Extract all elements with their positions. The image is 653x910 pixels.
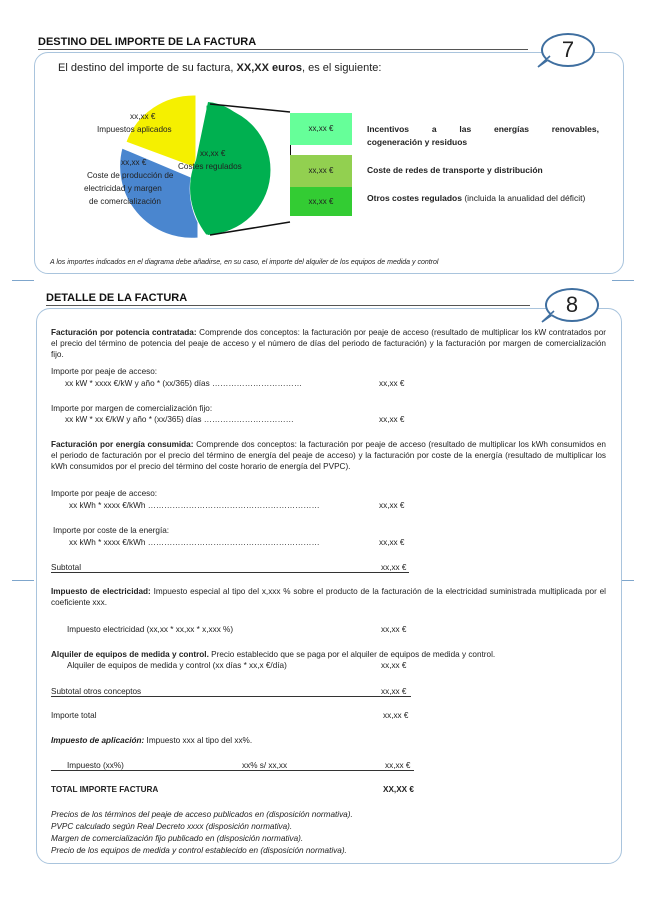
pie-label-produccion-2: electricidad y margen	[84, 184, 162, 193]
pie-label-impuestos: Impuestos aplicados	[97, 125, 172, 134]
badge-7-tail-icon	[536, 55, 556, 69]
section-7-badge: 7	[541, 33, 595, 67]
impuesto-label: Impuesto (xx%)	[67, 761, 124, 770]
margin-tick	[12, 280, 34, 281]
breakdown-text-renovables-line2: cogeneración y residuos	[367, 137, 468, 147]
note-2: PVPC calculado según Real Decreto xxxx (disposición normativa).	[51, 822, 293, 831]
impuesto-base: xx% s/ xx,xx	[242, 761, 288, 770]
section-8-title: DETALLE DE LA FACTURA	[46, 292, 188, 304]
section-8-title-rule	[46, 305, 530, 306]
aplicacion-paragraph: Impuesto de aplicación: Impuesto xxx al tipo del xx%.	[51, 736, 253, 745]
pie-label-produccion-1: Coste de producción de	[87, 171, 174, 180]
alquiler-paragraph: Alquiler de equipos de medida y control. Precio establecido que se paga por el alquiler de equipos de medida y control.	[51, 650, 496, 659]
coste-energia-label: Importe por coste de la energía:	[53, 526, 170, 535]
alquiler-formula: Alquiler de equipos de medida y control (xx días * xx,x €/día)	[67, 661, 287, 670]
section-7-title-rule	[38, 49, 528, 50]
margin-tick	[12, 580, 34, 581]
subtotal-rule	[51, 572, 409, 573]
importe-total-value: xx,xx €	[383, 711, 409, 720]
subtotal-otros-label: Subtotal otros conceptos	[51, 687, 142, 696]
section-7-footnote: A los importes indicados en el diagrama debe añadirse, en su caso, el importe del alquiler de los equipos de medida y control	[50, 259, 439, 266]
note-1: Precios de los términos del peaje de acceso publicados en (disposición normativa).	[51, 810, 353, 819]
electricidad-value: xx,xx €	[381, 625, 407, 634]
energia-peaje-value: xx,xx €	[379, 501, 405, 510]
breakdown-box-redes: xx,xx €	[290, 155, 352, 187]
total-value: XX,XX €	[383, 785, 414, 794]
electricidad-paragraph: Impuesto de electricidad: Impuesto especial al tipo del x,xxx % sobre el producto de la facturación de la electricidad suministrada multiplicada por el coeficiente xxx.	[51, 587, 606, 607]
breakdown-box-otros: xx,xx €	[290, 187, 352, 216]
breakdown-box-renovables: xx,xx €	[290, 113, 352, 145]
note-4: Precio de los equipos de medida y control establecido en (disposición normativa).	[51, 846, 347, 855]
impuesto-rule	[51, 770, 414, 771]
coste-energia-value: xx,xx €	[379, 538, 405, 547]
breakdown-text-redes: Coste de redes de transporte y distribución	[367, 165, 543, 175]
margin-tick	[612, 280, 634, 281]
peaje-acceso-value: xx,xx €	[379, 379, 405, 388]
section-7-title: DESTINO DEL IMPORTE DE LA FACTURA	[38, 36, 257, 48]
note-3: Margen de comercialización fijo publicado en (disposición normativa).	[51, 834, 304, 843]
impuesto-value: xx,xx €	[385, 761, 411, 770]
badge-8-tail-icon	[540, 310, 560, 324]
coste-energia-formula: xx kWh * xxxx €/kWh ………………………………………………………	[69, 538, 320, 547]
section-7-intro: El destino del importe de su factura, XX,XX euros, es el siguiente:	[58, 62, 382, 74]
margen-value: xx,xx €	[379, 415, 405, 424]
subtotal-label: Subtotal	[51, 563, 82, 572]
energia-paragraph: Facturación por energía consumida: Comprende dos conceptos: la facturación por peaje de acceso (resultado de multiplicar los kWh consumidos en el periodo de facturación por el precio del término de energía del peaje de acceso) y la facturación por coste de la energía (resultado de multiplicar los kWh consumidos por el precio del término del coste horario de energía del PVPC).	[51, 440, 606, 471]
pie-label-regulados: Costes regulados	[178, 162, 242, 171]
importe-total-label: Importe total	[51, 711, 97, 720]
pie-label-regulados-value: xx,xx €	[200, 149, 226, 158]
energia-peaje-formula: xx kWh * xxxx €/kWh ………………………………………………………	[69, 501, 320, 510]
pie-label-produccion-value: xx,xx €	[121, 158, 147, 167]
margen-label: Importe por margen de comercialización fijo:	[51, 404, 213, 413]
breakdown-text-otros: Otros costes regulados (incluida la anualidad del déficit)	[367, 193, 586, 203]
subtotal-otros-rule	[51, 696, 411, 697]
subtotal-value: xx,xx €	[381, 563, 407, 572]
electricidad-formula: Impuesto electricidad (xx,xx * xx,xx * x,xxx %)	[67, 625, 234, 634]
subtotal-otros-value: xx,xx €	[381, 687, 407, 696]
breakdown-text-renovables-line1: Incentivos a las energías renovables,	[367, 124, 599, 134]
pie-label-impuestos-value: xx,xx €	[130, 112, 156, 121]
energia-peaje-label: Importe por peaje de acceso:	[51, 489, 158, 498]
peaje-acceso-label: Importe por peaje de acceso:	[51, 367, 158, 376]
margen-formula: xx kW * xx €/kW y año * (xx/365) días ……………………………	[65, 415, 294, 424]
alquiler-value: xx,xx €	[381, 661, 407, 670]
pie-label-produccion-3: de comercialización	[89, 197, 161, 206]
section-8-badge: 8	[545, 288, 599, 322]
peaje-acceso-formula: xx kW * xxxx €/kW y año * (xx/365) días ……………………………	[65, 379, 303, 388]
potencia-paragraph: Facturación por potencia contratada: Comprende dos conceptos: la facturación por peaje de acceso (resultado de multiplicar los kW contratados por el precio del término de potencia del peaje de acceso y el número de días del periodo de facturación) y la facturación por margen de comercialización fijo.	[51, 328, 606, 359]
total-label: TOTAL IMPORTE FACTURA	[51, 785, 159, 794]
